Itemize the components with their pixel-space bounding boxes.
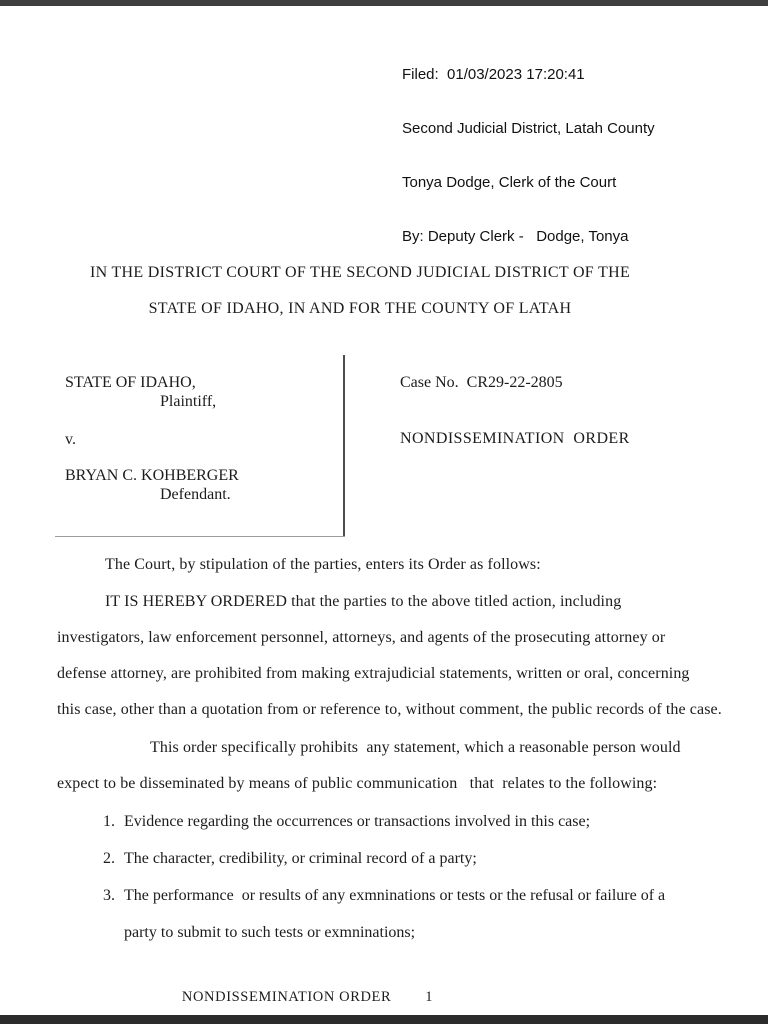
body-paragraph2-line: IT IS HEREBY ORDERED that the parties to the above titled action, including [105, 593, 622, 610]
list-item-1-number: 1. [103, 813, 115, 830]
list-item-3-text: The performance or results of any exmninations or tests or the refusal or failure of a [124, 887, 666, 904]
body-paragraph2-line: investigators, law enforcement personnel, attorneys, and agents of the prosecuting attorney or [57, 629, 666, 646]
filing-stamp-line-clerk: Tonya Dodge, Clerk of the Court [402, 174, 617, 191]
caption-order-title: NONDISSEMINATION ORDER [400, 430, 630, 447]
list-item-3-text-continued: party to submit to such tests or exmninations; [124, 924, 416, 941]
filing-stamp-line-district: Second Judicial District, Latah County [402, 120, 655, 137]
list-item-2-number: 2. [103, 850, 115, 867]
footer-document-title: NONDISSEMINATION ORDER [181, 989, 392, 1005]
caption-case-number: Case No. CR29-22-2805 [400, 374, 563, 391]
caption-defendant-role: Defendant. [160, 486, 231, 503]
list-item-2-text: The character, credibility, or criminal record of a party; [124, 850, 477, 867]
scan-edge-top [0, 0, 768, 6]
caption-defendant-name: BRYAN C. KOHBERGER [65, 467, 239, 484]
filing-stamp [402, 30, 655, 282]
caption-versus: v. [65, 431, 76, 448]
caption-plaintiff-name: STATE OF IDAHO, [65, 374, 196, 391]
body-paragraph1-line: The Court, by stipulation of the parties, enters its Order as follows: [105, 556, 541, 573]
body-paragraph3-line: This order specifically prohibits any statement, which a reasonable person would [150, 739, 681, 756]
list-item-3-number: 3. [103, 887, 115, 904]
caption-plaintiff-role: Plaintiff, [160, 393, 217, 410]
filing-stamp-line-filed: Filed: 01/03/2023 17:20:41 [402, 66, 585, 83]
court-title-line1: IN THE DISTRICT COURT OF THE SECOND JUDICIAL DISTRICT OF THE [89, 264, 631, 281]
body-paragraph2-line: this case, other than a quotation from or reference to, without comment, the public records of the case. [57, 701, 722, 718]
body-paragraph3-line: expect to be disseminated by means of public communication that relates to the following: [57, 775, 658, 792]
footer-page-number: 1 [425, 989, 434, 1005]
caption-horizontal-divider [55, 536, 345, 537]
caption-vertical-divider [343, 355, 345, 537]
page-footer [165, 972, 433, 1023]
body-paragraph2-line: defense attorney, are prohibited from making extrajudicial statements, written or oral, concerning [57, 665, 690, 682]
filing-stamp-line-deputy: By: Deputy Clerk - Dodge, Tonya [402, 228, 629, 245]
court-title-line2: STATE OF IDAHO, IN AND FOR THE COUNTY OF LATAH [148, 300, 572, 317]
list-item-1-text: Evidence regarding the occurrences or transactions involved in this case; [124, 813, 591, 830]
